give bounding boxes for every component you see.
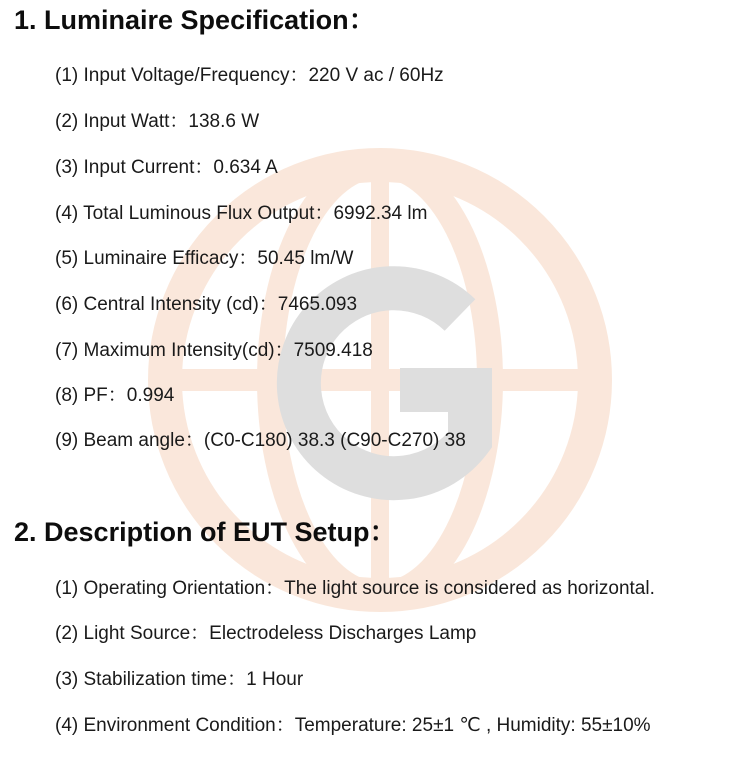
spec-input-voltage-frequency: (1) Input Voltage/Frequency：220 V ac / 60Hz	[55, 65, 444, 86]
spec-beam-angle: (9) Beam angle：(C0-C180) 38.3 (C90-C270) 38	[55, 430, 466, 451]
spec-maximum-intensity: (7) Maximum Intensity(cd)：7509.418	[55, 340, 373, 361]
setup-environment-condition: (4) Environment Condition：Temperature: 25±1 ℃ , Humidity: 55±10%	[55, 715, 651, 736]
setup-light-source: (2) Light Source：Electrodeless Discharges Lamp	[55, 623, 477, 644]
section-title-eut-setup: 2. Description of EUT Setup：	[14, 517, 397, 547]
spec-luminaire-efficacy: (5) Luminaire Efficacy：50.45 lm/W	[55, 248, 354, 269]
spec-input-watt: (2) Input Watt：138.6 W	[55, 111, 260, 132]
setup-operating-orientation: (1) Operating Orientation：The light source is considered as horizontal.	[55, 578, 655, 599]
setup-stabilization-time: (3) Stabilization time：1 Hour	[55, 669, 304, 690]
spec-central-intensity: (6) Central Intensity (cd)：7465.093	[55, 294, 358, 315]
spec-total-luminous-flux: (4) Total Luminous Flux Output：6992.34 lm	[55, 203, 428, 224]
spec-power-factor: (8) PF：0.994	[55, 385, 175, 406]
spec-input-current: (3) Input Current：0.634 A	[55, 157, 278, 178]
section-title-luminaire-specification: 1. Luminaire Specification：	[14, 5, 376, 35]
